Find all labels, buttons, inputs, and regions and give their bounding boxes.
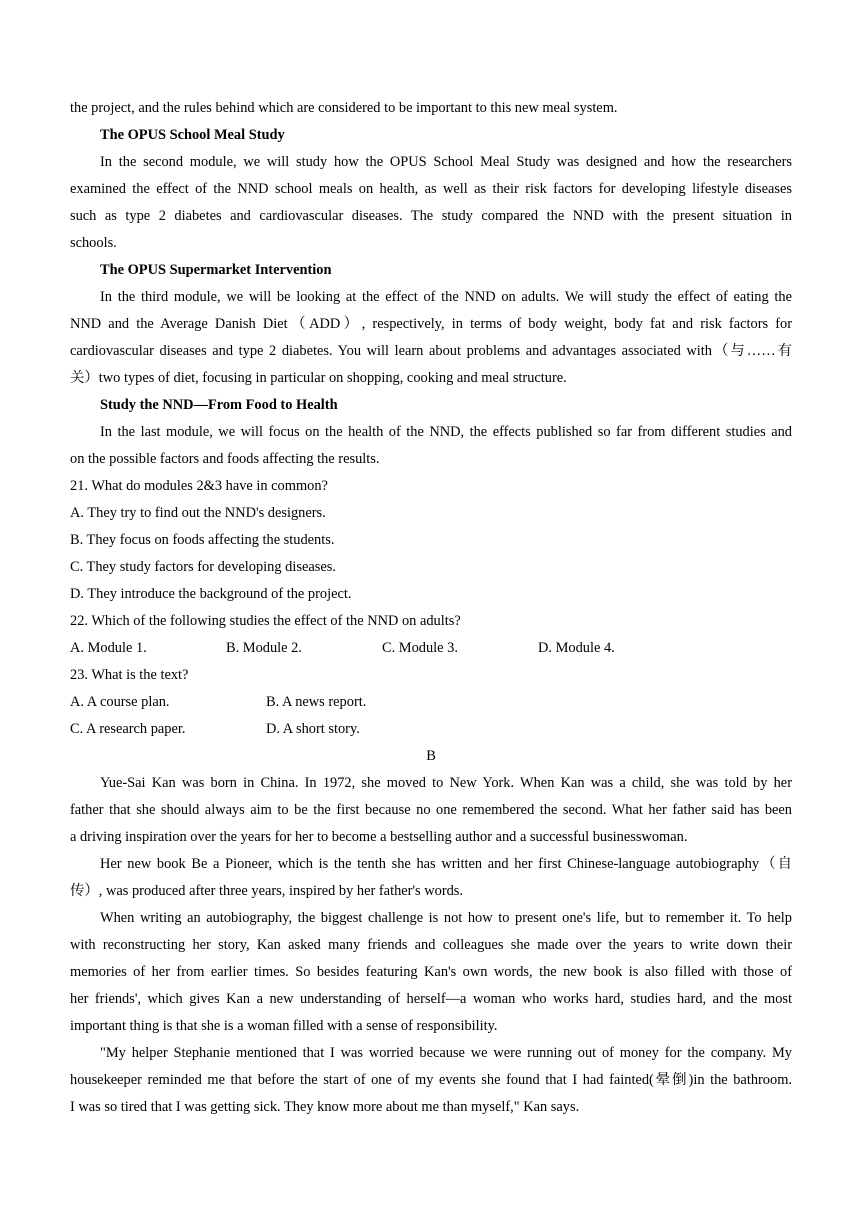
paragraph-line: with reconstructing her story, Kan asked many friends and colleagues she made over the years to write down their [70,937,792,953]
paragraph-line: on the possible factors and foods affecting the results. [70,451,380,467]
paragraph-line: When writing an autobiography, the biggest challenge is not how to present one's life, but to remember it. To help [100,910,792,926]
paragraph-line: In the last module, we will focus on the health of the NND, the effects published so far from different studies and [100,424,792,440]
option-22-a: A. Module 1. [70,640,147,656]
options-22 [70,635,792,662]
option-21-c: C. They study factors for developing diseases. [70,559,336,575]
options-23-row2 [70,716,792,743]
paragraph-line: In the second module, we will study how the OPUS School Meal Study was designed and how the researchers [100,154,792,170]
question-23: 23. What is the text? [70,667,189,683]
paragraph-line: such as type 2 diabetes and cardiovascular diseases. The study compared the NND with the present situation in [70,208,792,224]
paragraph-line: Yue-Sai Kan was born in China. In 1972, she moved to New York. When Kan was a child, she was told by her [100,775,792,791]
option-23-a: A. A course plan. [70,694,170,710]
paragraph-line: "My helper Stephanie mentioned that I was worried because we were running out of money for the company. My [100,1045,792,1061]
question-21: 21. What do modules 2&3 have in common? [70,478,328,494]
paragraph-line: examined the effect of the NND school meals on health, as well as their risk factors for developing lifestyle diseases [70,181,792,197]
question-22: 22. Which of the following studies the effect of the NND on adults? [70,613,461,629]
options-23-row1 [70,689,792,716]
heading-study-nnd: Study the NND—From Food to Health [100,397,338,413]
page-content [70,95,792,1121]
paragraph-line: housekeeper reminded me that before the start of one of my events she found that I had fainted(晕倒)in the bathroom. [70,1072,792,1088]
paragraph-line: memories of her from earlier times. So besides featuring Kan's own words, the new book is also filled with those of [70,964,792,980]
intro-tail: the project, and the rules behind which are considered to be important to this new meal system. [70,100,618,116]
paragraph-line: schools. [70,235,117,251]
option-22-c: C. Module 3. [382,640,458,656]
heading-supermarket-intervention: The OPUS Supermarket Intervention [100,262,332,278]
option-22-d: D. Module 4. [538,640,615,656]
paragraph-line: 传）, was produced after three years, inspired by her father's words. [70,883,464,899]
paragraph-line: In the third module, we will be looking at the effect of the NND on adults. We will study the effect of eating the [100,289,792,305]
paragraph-line: important thing is that she is a woman filled with a sense of responsibility. [70,1018,498,1034]
option-21-d: D. They introduce the background of the project. [70,586,352,602]
paragraph-line: father that she should always aim to be the first because no one remembered the second. What her father said has been [70,802,792,818]
option-23-b: B. A news report. [266,694,367,710]
option-21-a: A. They try to find out the NND's designers. [70,505,326,521]
passage-b-label: B [426,748,436,764]
paragraph-line: 关）two types of diet, focusing in particular on shopping, cooking and meal structure. [70,370,567,386]
option-21-b: B. They focus on foods affecting the students. [70,532,335,548]
option-23-c: C. A research paper. [70,721,186,737]
paragraph-line: NND and the Average Danish Diet（ADD）, respectively, in terms of body weight, body fat and risk factors for [70,316,792,332]
paragraph-line: her friends', which gives Kan a new understanding of herself—a woman who works hard, studies hard, and the most [70,991,792,1007]
heading-school-meal-study: The OPUS School Meal Study [100,127,285,143]
paragraph-line: Her new book Be a Pioneer, which is the tenth she has written and her first Chinese-language autobiography（自 [100,856,792,872]
paragraph-line: a driving inspiration over the years for her to become a bestselling author and a successful businesswoman. [70,829,688,845]
option-23-d: D. A short story. [266,721,360,737]
option-22-b: B. Module 2. [226,640,302,656]
paragraph-line: cardiovascular diseases and type 2 diabetes. You will learn about problems and advantages associated with（与……有 [70,343,792,359]
paragraph-line: I was so tired that I was getting sick. They know more about me than myself," Kan says. [70,1099,580,1115]
